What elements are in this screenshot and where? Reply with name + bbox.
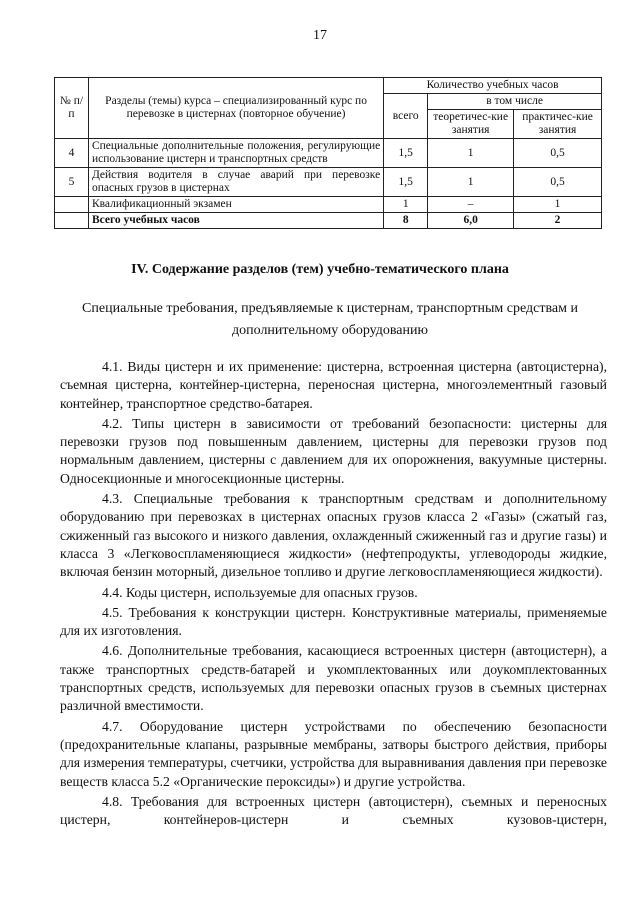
row-name: Квалификационный экзамен (88, 197, 383, 213)
header-num: № п/п (55, 78, 89, 139)
row-theory: 1 (428, 168, 514, 197)
total-practice: 2 (514, 213, 602, 229)
row-total: 1 (384, 197, 428, 213)
row-total: 1,5 (384, 168, 428, 197)
total-theory: 6,0 (428, 213, 514, 229)
header-sections: Разделы (темы) курса – специализированный курс по перевозке в цистернах (повторное обучение) (88, 78, 383, 139)
header-including: в том числе (428, 94, 602, 110)
row-name: Действия водителя в случае аварий при перевозке опасных грузов в цистернах (88, 168, 383, 197)
section-body (60, 358, 607, 831)
row-name: Специальные дополнительные положения, регулирующие использование цистерн и транспортных средств (88, 139, 383, 168)
row-total: 1,5 (384, 139, 428, 168)
header-practice: практичес-кие занятия (514, 110, 602, 139)
total-label: Всего учебных часов (88, 213, 383, 229)
paragraph: 4.8. Требования для встроенных цистерн (автоцистерн), съемных и переносных цистерн, контейнеров-цистерн и съемных кузовов-цистерн, (60, 793, 607, 828)
row-num: 5 (55, 168, 89, 197)
row-num (55, 197, 89, 213)
total-hours: 8 (384, 213, 428, 229)
header-theory: теоретичес-кие занятия (428, 110, 514, 139)
table-total-row (55, 213, 602, 229)
total-num (55, 213, 89, 229)
paragraph: 4.7. Оборудование цистерн устройствами по обеспечению безопасности (предохранительные клапаны, разрывные мембраны, затворы быстрого действия, приборы для измерения температуры, счетчики, устройства для выравнивания давления при перевозке веществ класса 5.2 «Органические пероксиды») и другие устройства. (60, 718, 607, 789)
table-row (55, 139, 602, 168)
paragraph: 4.5. Требования к конструкции цистерн. Конструктивные материалы, применяемые для их изготовления. (60, 604, 607, 639)
section-subtitle: Специальные требования, предъявляемые к цистернам, транспортным средствам и дополнительному оборудованию (82, 301, 578, 338)
table-row (55, 197, 602, 213)
table-header-row (55, 78, 602, 94)
header-total: всего (384, 94, 428, 139)
page-number: 17 (313, 28, 327, 43)
paragraph: 4.3. Специальные требования к транспортным средствам и дополнительному оборудованию при перевозках в цистернах опасных грузов класса 2 «Газы» (сжатый газ, сжиженный газ высокого и низкого давления, охлажденный сжиженный газ и другие газы) и класса 3 «Легковоспламеняющиеся жидкости» (нефтепродукты, углеводороды жидкие, включая бензин моторный, дизельное топливо и другие легковоспламеняющиеся жидкости). (60, 491, 607, 580)
row-theory: 1 (428, 139, 514, 168)
row-num: 4 (55, 139, 89, 168)
paragraph: 4.1. Виды цистерн и их применение: цистерна, встроенная цистерна (автоцистерна), съемная цистерна, контейнер-цистерна, переносная цистерна, многоэлементный газовый контейнер, транспортное средство-батарея. (60, 359, 607, 411)
paragraph: 4.6. Дополнительные требования, касающиеся встроенных цистерн (автоцистерн), а также транспортных средств-батарей и укомплектованных или доукомплектованных транспортных средств, используемых для перевозки опасных грузов в съемных цистернах различной вместимости. (60, 643, 607, 714)
table-row (55, 168, 602, 197)
row-practice: 1 (514, 197, 602, 213)
row-practice: 0,5 (514, 168, 602, 197)
row-theory: – (428, 197, 514, 213)
section-title: IV. Содержание разделов (тем) учебно-тематического плана (131, 262, 509, 277)
paragraph: 4.4. Коды цистерн, используемые для опасных грузов. (102, 584, 418, 600)
paragraph: 4.2. Типы цистерн в зависимости от требований безопасности: цистерны для перевозки грузов под повышенным давлением, цистерны для перевозки грузов под нормальным давлением, цистерны с давлением для их опорожнения, вакуумные цистерны. Односекционные и многосекционные цистерны. (60, 415, 607, 486)
row-practice: 0,5 (514, 139, 602, 168)
header-hours-group: Количество учебных часов (384, 78, 602, 94)
curriculum-table (54, 77, 602, 229)
